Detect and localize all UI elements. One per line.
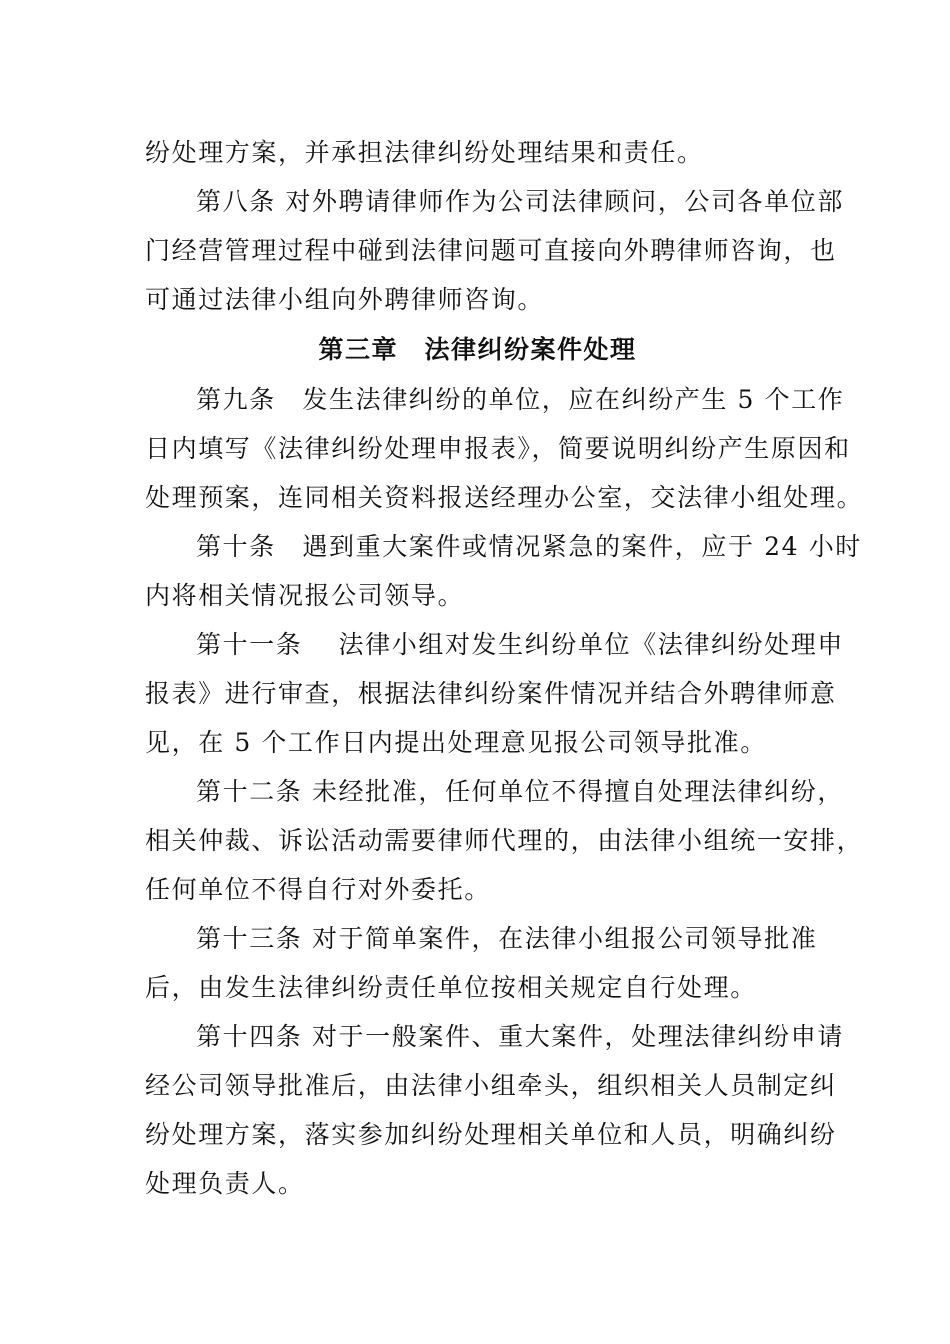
text-line: 可通过法律小组向外聘律师咨询。 [145, 285, 545, 314]
text-line: 第十二条 未经批准，任何单位不得擅自处理法律纠纷， [196, 777, 844, 806]
text-line: 第十一条 法律小组对发生纠纷单位《法律纠纷处理申 [196, 630, 844, 659]
text-line: 第十四条 对于一般案件、重大案件，处理法律纠纷申请 [196, 1022, 844, 1051]
text-line: 见，在 5 个工作日内提出处理意见报公司领导批准。 [145, 728, 767, 757]
text-line: 门经营管理过程中碰到法律问题可直接向外聘律师咨询，也 [145, 236, 837, 265]
text-line: 第九条 发生法律纠纷的单位，应在纠纷产生 5 个工作 [196, 385, 845, 414]
chapter-heading: 第三章 法律纠纷案件处理 [318, 335, 637, 364]
text-line: 第八条 对外聘请律师作为公司法律顾问，公司各单位部 [196, 187, 844, 216]
article-10 [145, 522, 862, 571]
article-13-continued [145, 963, 810, 1012]
article-14-continued [145, 1061, 837, 1208]
text-line: 日内填写《法律纠纷处理申报表》，简要说明纠纷产生原因和 [145, 434, 851, 463]
text-line: 报表》进行审查，根据法律纠纷案件情况并结合外聘律师意 [145, 679, 837, 708]
text-line: 纷处理方案，落实参加纠纷处理相关单位和人员，明确纠纷 [145, 1120, 837, 1149]
article-10-continued [145, 571, 810, 620]
article-8-continued [145, 226, 837, 324]
paragraph-continuation [145, 128, 810, 177]
document-body [145, 128, 864, 1208]
text-line: 经公司领导批准后，由法律小组牵头，组织相关人员制定纠 [145, 1071, 837, 1100]
text-line: 内将相关情况报公司领导。 [145, 581, 465, 610]
article-12 [145, 767, 844, 816]
text-line: 任何单位不得自行对外委托。 [145, 875, 491, 904]
article-11-continued [145, 669, 837, 767]
text-line: 第十三条 对于简单案件，在法律小组报公司领导批准 [196, 924, 818, 953]
text-line: 纷处理方案，并承担法律纠纷处理结果和责任。 [145, 138, 704, 167]
text-line: 处理预案，连同相关资料报送经理办公室，交法律小组处理。 [145, 483, 864, 512]
text-line: 相关仲裁、诉讼活动需要律师代理的，由法律小组统一安排， [145, 826, 864, 855]
article-8 [145, 177, 844, 226]
text-line: 处理负责人。 [145, 1169, 305, 1198]
article-9-continued [145, 424, 864, 522]
text-line: 后，由发生法律纠纷责任单位按相关规定自行处理。 [145, 973, 757, 1002]
article-12-continued [145, 816, 864, 914]
text-line: 第十条 遇到重大案件或情况紧急的案件，应于 24 小时 [196, 532, 862, 561]
article-9 [145, 375, 845, 424]
article-13 [145, 914, 818, 963]
article-14 [145, 1012, 844, 1061]
article-11 [145, 620, 844, 669]
